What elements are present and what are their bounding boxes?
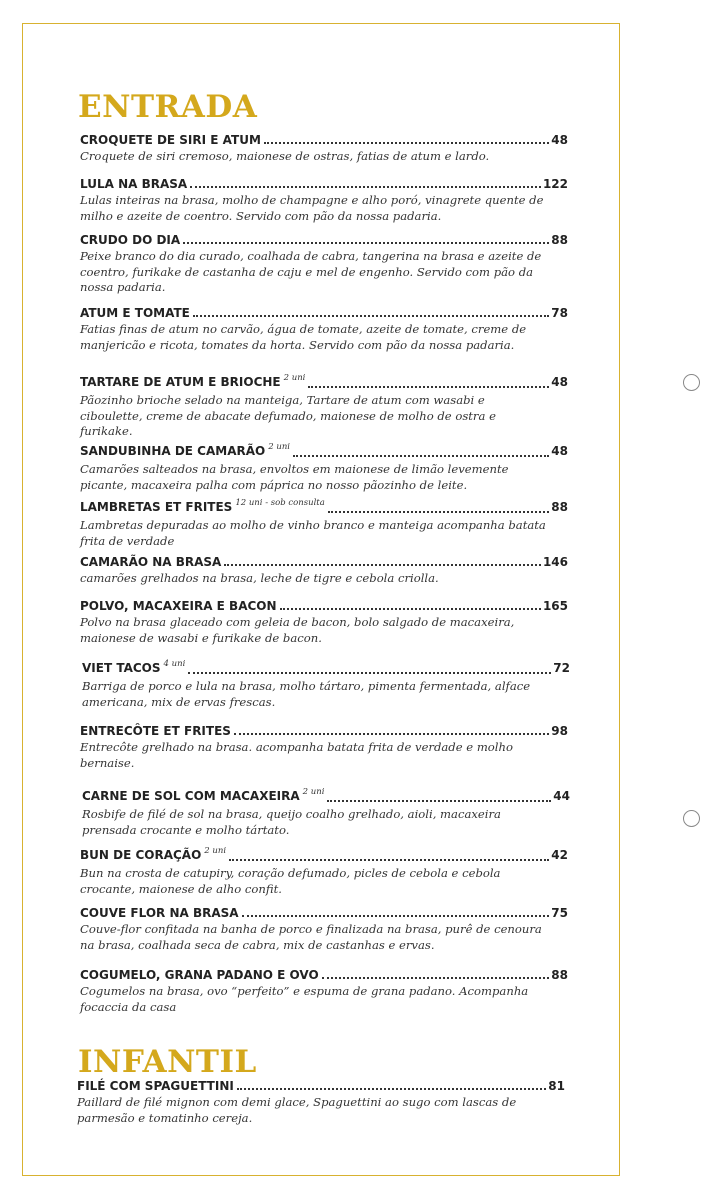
menu-item-name: TARTARE DE ATUM E BRIOCHE xyxy=(80,375,281,389)
menu-item-price: 98 xyxy=(551,724,568,738)
menu-item-name: POLVO, MACAXEIRA E BACON xyxy=(80,599,277,613)
menu-item-quantity-note: 12 uni - sob consulta xyxy=(235,498,325,508)
menu-item-name: CROQUETE DE SIRI E ATUM xyxy=(80,133,261,147)
menu-item xyxy=(80,176,568,224)
menu-item-quantity-note: 4 uni xyxy=(163,659,186,669)
menu-item xyxy=(80,443,568,493)
menu-item xyxy=(80,132,568,165)
menu-item-price: 146 xyxy=(542,555,568,569)
menu-item xyxy=(80,847,568,897)
dot-leader xyxy=(183,238,549,244)
menu-item-description: Rosbife de filé de sol na brasa, queijo coalho grelhado, aioli, macaxeira prensada crocante e molho tártato. xyxy=(82,807,501,837)
menu-item-header xyxy=(82,660,570,678)
menu-item-price: 81 xyxy=(548,1079,565,1093)
menu-item-price: 88 xyxy=(551,968,568,982)
menu-item-description: camarões grelhados na brasa, leche de tigre e cebola criolla. xyxy=(80,571,439,585)
menu-item-quantity-note: 2 uni xyxy=(268,442,291,452)
menu-item-name: CARNE DE SOL COM MACAXEIRA xyxy=(82,789,300,803)
menu-item xyxy=(80,232,568,296)
menu-item-header xyxy=(80,443,568,461)
menu-item-price: 88 xyxy=(551,500,568,514)
menu-item-header xyxy=(80,374,568,392)
menu-item-price: 48 xyxy=(551,444,568,458)
menu-item-description: Polvo na brasa glaceado com geleia de bacon, bolo salgado de macaxeira, maionese de wasabi e furikake de bacon. xyxy=(80,615,515,645)
dot-leader xyxy=(264,138,549,144)
menu-item-header xyxy=(80,598,568,614)
dot-leader xyxy=(280,604,541,610)
menu-item-name: BUN DE CORAÇÃO xyxy=(80,848,202,862)
section-title-infantil: INFANTIL xyxy=(78,1044,257,1080)
menu-item-description: Couve-flor confitada na banha de porco e finalizada na brasa, purê de cenoura na brasa, coalhada seca de cabra, mix de castanhas e ervas. xyxy=(80,922,542,952)
section-title-entrada: ENTRADA xyxy=(78,89,258,125)
menu-item-header xyxy=(80,905,568,921)
dot-leader xyxy=(190,182,541,188)
menu-item-price: 75 xyxy=(551,906,568,920)
menu-item-description: Paillard de filé mignon com demi glace, Spaguettini ao sugo com lascas de parmesão e tomatinho cereja. xyxy=(77,1095,517,1125)
menu-item xyxy=(80,305,568,353)
menu-item xyxy=(82,788,570,838)
menu-item-description: Barriga de porco e lula na brasa, molho tártaro, pimenta fermentada, alface americana, mix de ervas frescas. xyxy=(82,679,531,709)
menu-item-price: 44 xyxy=(553,789,570,803)
menu-item-price: 48 xyxy=(551,375,568,389)
menu-item-name: LULA NA BRASA xyxy=(80,177,188,191)
dot-leader xyxy=(193,311,549,317)
dot-leader xyxy=(327,796,551,802)
menu-item-description: Peixe branco do dia curado, coalhada de cabra, tangerina na brasa e azeite de coentro, furikake de castanha de caju e mel de engenho. Servido com pão da nossa padaria. xyxy=(80,249,542,294)
menu-item-description: Entrecôte grelhado na brasa. acompanha batata frita de verdade e molho bernaise. xyxy=(80,740,513,770)
menu-item-price: 48 xyxy=(551,133,568,147)
dot-leader xyxy=(293,451,549,457)
menu-item-header xyxy=(80,305,568,321)
menu-item xyxy=(80,723,568,771)
menu-item-header xyxy=(80,847,568,865)
menu-item xyxy=(80,598,568,646)
menu-item-header xyxy=(80,176,568,192)
menu-item xyxy=(80,967,568,1015)
menu-item-price: 88 xyxy=(551,233,568,247)
dot-leader xyxy=(242,911,550,917)
dot-leader xyxy=(328,507,550,513)
menu-item-price: 72 xyxy=(553,661,570,675)
menu-item xyxy=(77,1078,565,1126)
menu-item xyxy=(80,374,568,440)
dot-leader xyxy=(234,729,549,735)
menu-item-header xyxy=(77,1078,565,1094)
menu-item-description: Fatias finas de atum no carvão, água de tomate, azeite de tomate, creme de manjericão e ricota, tomates da horta. Servido com pão da nossa padaria. xyxy=(80,322,527,352)
menu-item-name: FILÉ COM SPAGUETTINI xyxy=(77,1079,234,1093)
menu-item-header xyxy=(80,723,568,739)
binder-hole-top-icon xyxy=(683,374,700,391)
menu-item-description: Lulas inteiras na brasa, molho de champagne e alho poró, vinagrete quente de milho e azeite de coentro. Servido com pão da nossa padaria. xyxy=(80,193,544,223)
menu-item-header xyxy=(80,232,568,248)
menu-item-header xyxy=(80,499,568,517)
menu-item-quantity-note: 2 uni xyxy=(204,846,227,856)
menu-item-description: Croquete de siri cremoso, maionese de ostras, fatias de atum e lardo. xyxy=(80,149,490,163)
menu-item-header xyxy=(80,554,568,570)
menu-item-name: VIET TACOS xyxy=(82,661,161,675)
dot-leader xyxy=(237,1084,546,1090)
dot-leader xyxy=(308,382,549,388)
menu-item-quantity-note: 2 uni xyxy=(302,787,325,797)
dot-leader xyxy=(229,855,549,861)
menu-item-name: COGUMELO, GRANA PADANO E OVO xyxy=(80,968,319,982)
menu-item-price: 122 xyxy=(542,177,568,191)
menu-item-price: 165 xyxy=(542,599,568,613)
dot-leader xyxy=(188,668,551,674)
menu-item-name: COUVE FLOR NA BRASA xyxy=(80,906,239,920)
binder-hole-bottom-icon xyxy=(683,810,700,827)
menu-item-header xyxy=(80,132,568,148)
menu-item-description: Lambretas depuradas ao molho de vinho branco e manteiga acompanha batata frita de verdade xyxy=(80,518,546,548)
menu-item xyxy=(80,499,568,549)
menu-item-name: ATUM E TOMATE xyxy=(80,306,190,320)
menu-item-description: Camarões salteados na brasa, envoltos em maionese de limão levemente picante, macaxeira palha com páprica no nosso pãozinho de leite. xyxy=(80,462,509,492)
menu-item-description: Pãozinho brioche selado na manteiga, Tartare de atum com wasabi e ciboulette, creme de abacate defumado, maionese de molho de ostra e furikake. xyxy=(80,393,496,438)
menu-item-quantity-note: 2 uni xyxy=(283,373,306,383)
menu-item-price: 42 xyxy=(551,848,568,862)
menu-item xyxy=(80,554,568,587)
menu-item-name: ENTRECÔTE ET FRITES xyxy=(80,724,231,738)
menu-item xyxy=(80,905,568,953)
dot-leader xyxy=(224,560,541,566)
menu-item-header xyxy=(82,788,570,806)
menu-item-name: CRUDO DO DIA xyxy=(80,233,181,247)
menu-item-header xyxy=(80,967,568,983)
menu-item-name: SANDUBINHA DE CAMARÃO xyxy=(80,444,266,458)
menu-item-price: 78 xyxy=(551,306,568,320)
menu-item-description: Cogumelos na brasa, ovo “perfeito” e espuma de grana padano. Acompanha focaccia da casa xyxy=(80,984,529,1014)
menu-item-name: CAMARÃO NA BRASA xyxy=(80,555,222,569)
dot-leader xyxy=(322,973,550,979)
menu-item xyxy=(82,660,570,710)
menu-item-description: Bun na crosta de catupiry, coração defumado, picles de cebola e cebola crocante, maionese de alho confit. xyxy=(80,866,501,896)
menu-item-name: LAMBRETAS ET FRITES xyxy=(80,500,233,514)
